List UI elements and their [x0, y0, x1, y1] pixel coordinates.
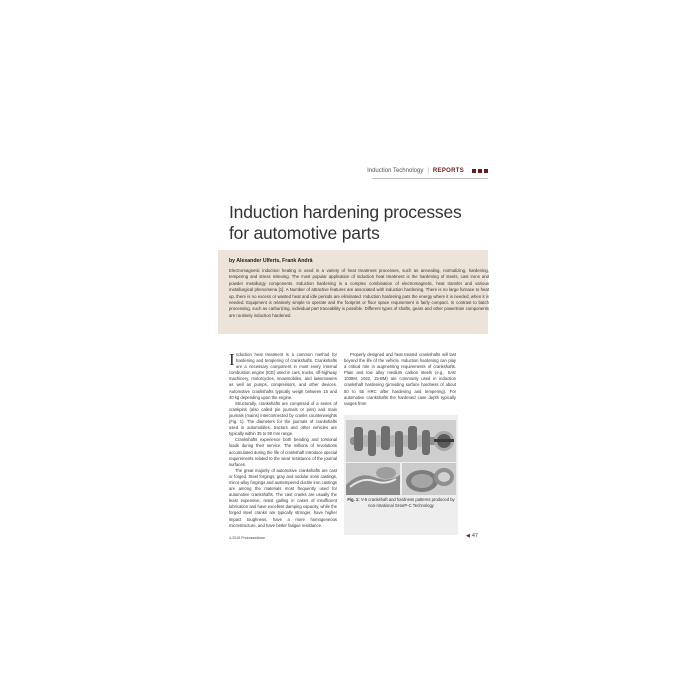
squares-icon: [472, 169, 488, 173]
hardness-pattern-photo-1: [346, 463, 400, 495]
header-divider: [372, 178, 488, 179]
footer-publication: 4-2015 Prozesswärme: [229, 536, 265, 540]
paragraph: Structurally, crankshafts are comprised of a series of crankpins (also called pin journals or pins) and main journals (mains) interconnected by cranks counterweights (Fig. 1). The diameters for the journals of crankshafts used in automobiles, tractors and other vehicles are typically within 35 to 90 mm range.: [229, 400, 337, 437]
article-title: [229, 202, 519, 244]
section-header: [367, 168, 488, 174]
figure-caption-label: Fig. 1:: [347, 497, 360, 502]
footer-page: [466, 533, 478, 539]
title-line-1: Induction hardening processes: [229, 202, 462, 222]
category-label: REPORTS: [432, 168, 464, 174]
section-name: Induction Technology: [367, 168, 424, 174]
page-number: 47: [471, 533, 478, 539]
hardness-pattern-photo-2: [402, 463, 456, 495]
authors: by Alexander Ulferts, Frank Andrä: [229, 258, 313, 264]
crankshaft-photo: [346, 420, 456, 462]
dropcap: I: [229, 350, 235, 369]
page-marker-icon: ◀: [466, 533, 470, 539]
crankshaft-image: [346, 420, 456, 462]
paragraph: Properly designed and heat treated crankshafts will last beyond the life of the vehicle. Induction hardening can play a critical role in augmenting requirements of crankshafts. Plain and low alloy medium carbon steels (e.g., SAE 1038M, 1042, 15-BM) are commonly used in induction crankshaft hardening (providing surface hardness of about 50 to 55 HRC after hardening and tempering). For automotive crankshafts the hardened case depth typically ranges from: [344, 352, 456, 406]
hardness-pattern-image-2: [402, 463, 456, 495]
paragraph: The great majority of automotive crankshafts are cast or forged. Steel forgings, gray and nodular irons castings, micro-alloy forgings and austempered ductile iron castings are among the materials most frequently used for automotive crankshafts. The cast cranks are usually the least expensive, resist galling in cases of insufficient lubrication and have excellent damping capacity, while the forged steel cranks are typically stronger, have higher impact toughness, have a more homogeneous microstructure, and have better fatigue resistance.: [229, 467, 337, 528]
body-column-right: [344, 352, 456, 407]
body-column-left: [229, 352, 337, 529]
paragraph: Crankshafts experience both bending and torsional loads during their service. The millions of revolutions accumulated during the life of crankshaft introduce special requirements related to the wear resistance of the journal surfaces.: [229, 437, 337, 467]
figure-caption: [346, 497, 456, 509]
paragraph: Induction heat treatment is a common method for hardening and tempering of crankshafts. Crankshafts are a necessary component in most every internal combustion engine (ICE) used in cars, trucks, off-highway machinery, motorcycles, snowmobiles, and lawnmowers as well as pumps, compressors, and other devices. Automotive crankshafts typically weigh between 15 and 40 kg depending upon the engine.: [229, 350, 337, 400]
title-line-2: for automotive parts: [229, 223, 380, 243]
hardness-pattern-image-1: [346, 463, 400, 495]
abstract: Electromagnetic induction heating is used in a variety of heat treatment processes, such as annealing, normalizing, hardening, tempering and stress relieving. The most popular application of induction heat treatment is the hardening of steels, cast irons and powder metallurgy components. Induction hardening is a complex combination of electromagnetic, heat transfer and various metallurgical phenomena [1]. A Number of attractive features are associated with induction hardening. There is no large furnace to heat up, there is no excess or wasted heat and idle periods are eliminated. Induction hardening puts the energy where it is needed, when it is needed. Equipment is relatively simple to operate and the footprint or floor space requirement is fairly compact. In contrast to batch processing, such as carburizing, individual part traceability is possible. Different types of shafts, gears and other powertrain components are routinely induction hardened.: [229, 268, 489, 318]
figure-caption-text: V-6 crankshaft and hardness patterns produced by non-rotational SHarP-C Technology: [360, 497, 455, 508]
header-separator: |: [427, 168, 429, 174]
